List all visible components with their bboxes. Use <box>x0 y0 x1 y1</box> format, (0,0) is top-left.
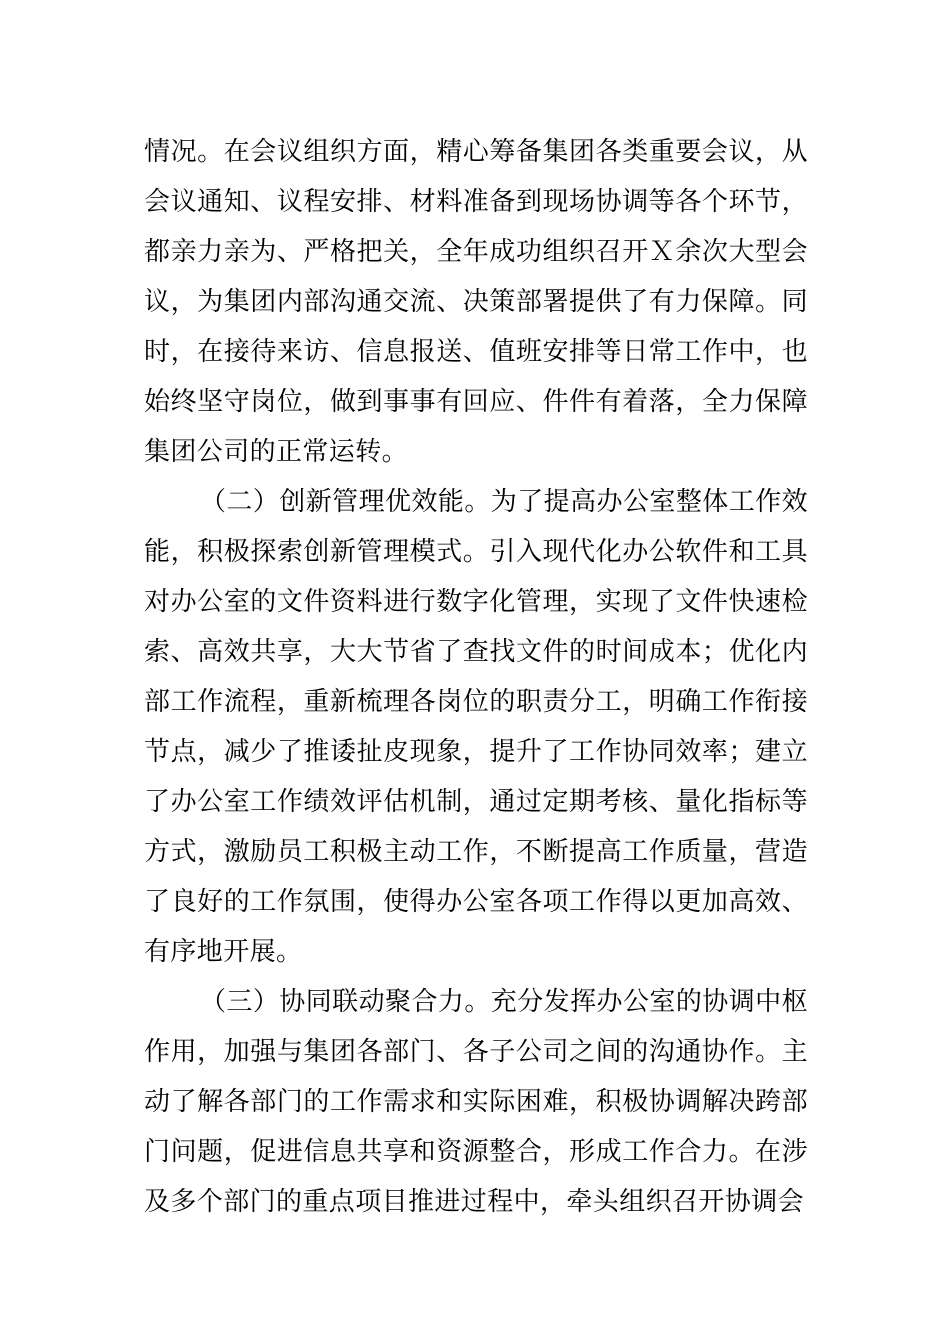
paragraph-section-2: （二）创新管理优效能。为了提高办公室整体工作效能，积极探索创新管理模式。引入现代化办公软件和工具对办公室的文件资料进行数字化管理，实现了文件快速检索、高效共享，大大节省了查找文件的时间成本；优化内部工作流程，重新梳理各岗位的职责分工，明确工作衔接节点，减少了推诿扯皮现象，提升了工作协同效率；建立了办公室工作绩效评估机制，通过定期考核、量化指标等方式，激励员工积极主动工作，不断提高工作质量，营造了良好的工作氛围，使得办公室各项工作得以更加高效、有序地开展。 <box>144 487 808 967</box>
paragraph-continuation: 情况。在会议组织方面，精心筹备集团各类重要会议，从会议通知、议程安排、材料准备到现场协调等各个环节，都亲力亲为、严格把关，全年成功组织召开Ｘ余次大型会议，为集团内部沟通交流、决策部署提供了有力保障。同时，在接待来访、信息报送、值班安排等日常工作中，也始终坚守岗位，做到事事有回应、件件有着落，全力保障集团公司的正常运转。 <box>144 137 808 467</box>
paragraph-section-3: （三）协同联动聚合力。充分发挥办公室的协调中枢作用，加强与集团各部门、各子公司之间的沟通协作。主动了解各部门的工作需求和实际困难，积极协调解决跨部门问题，促进信息共享和资源整合，形成工作合力。在涉及多个部门的重点项目推进过程中，牵头组织召开协调会 <box>144 987 808 1217</box>
document-body <box>144 127 808 1227</box>
